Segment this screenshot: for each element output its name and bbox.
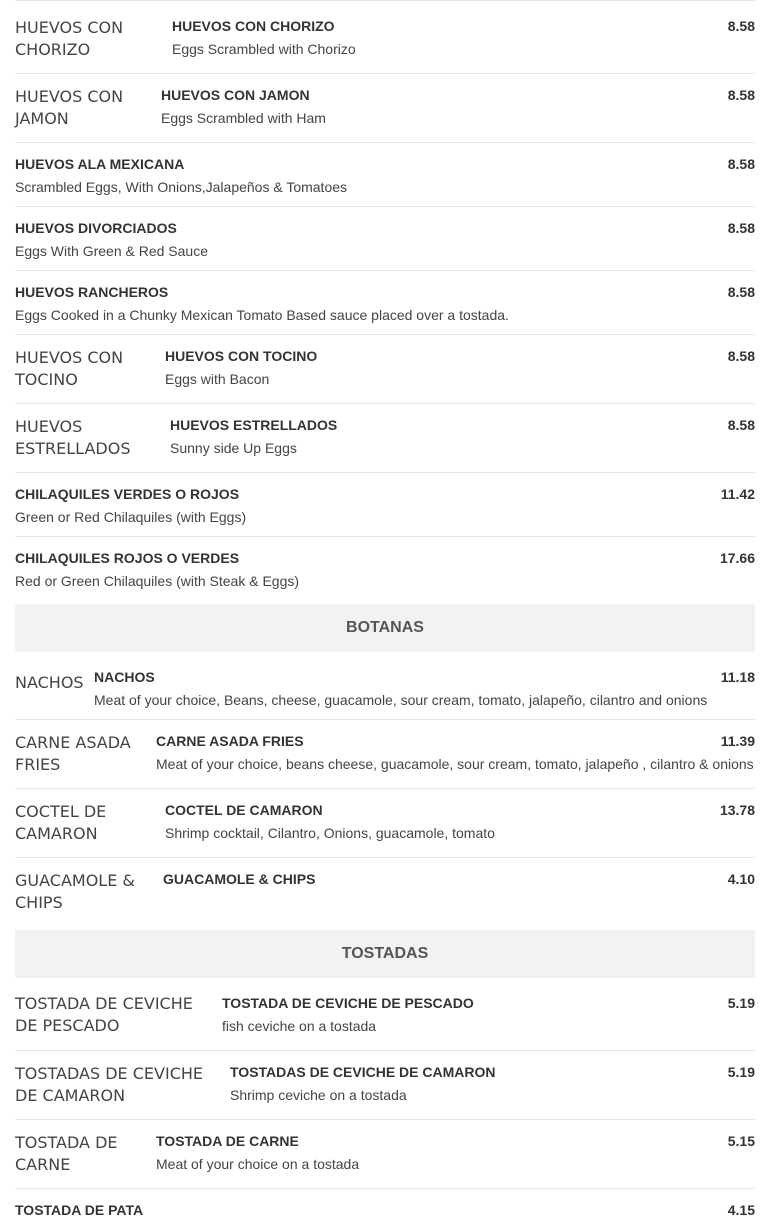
menu-item[interactable] <box>15 1119 755 1188</box>
item-image[interactable] <box>15 1132 155 1176</box>
image-alt-text: HUEVOS CON <box>15 348 124 367</box>
section-header-botanas: BOTANAS <box>15 604 755 652</box>
menu-item[interactable] <box>15 982 755 1050</box>
item-description: Scrambled Eggs, With Onions,Jalapeños & Tomatoes <box>15 179 348 195</box>
item-name[interactable]: TOSTADA DE CEVICHE DE PESCADO <box>222 995 474 1011</box>
image-alt-text: JAMON <box>15 109 69 128</box>
item-image[interactable] <box>15 1063 227 1107</box>
image-alt-text: HUEVOS CON <box>15 87 124 106</box>
menu-item[interactable] <box>15 403 755 472</box>
item-image[interactable] <box>15 17 165 61</box>
item-description: fish ceviche on a tostada <box>222 1018 377 1034</box>
menu-item[interactable] <box>15 206 755 270</box>
menu-item[interactable] <box>15 857 755 926</box>
image-alt-text: ESTRELLADOS <box>15 439 131 458</box>
item-price: 8.58 <box>727 348 755 364</box>
item-price: 5.19 <box>727 995 755 1011</box>
menu-item[interactable] <box>15 788 755 857</box>
item-image[interactable] <box>15 801 160 845</box>
image-alt-text: CHIPS <box>15 893 63 912</box>
item-image[interactable] <box>15 347 160 391</box>
item-price: 11.39 <box>720 733 755 749</box>
item-price: 11.18 <box>720 669 755 685</box>
image-alt-text: TOSTADAS DE CEVICHE <box>15 1064 203 1083</box>
item-name[interactable]: HUEVOS RANCHEROS <box>15 284 169 300</box>
item-description: Eggs Cooked in a Chunky Mexican Tomato Based sauce placed over a tostada. <box>15 307 509 323</box>
item-description: Shrimp cocktail, Cilantro, Onions, guacamole, tomato <box>165 825 495 841</box>
menu-item[interactable] <box>15 719 755 788</box>
image-alt-text: DE PESCADO <box>15 1016 120 1035</box>
item-name[interactable]: TOSTADAS DE CEVICHE DE CAMARON <box>230 1064 496 1080</box>
image-alt-text: GUACAMOLE & <box>15 871 135 890</box>
item-description: Eggs with Bacon <box>165 371 270 387</box>
item-description: Red or Green Chilaquiles (with Steak & Eggs) <box>15 573 300 589</box>
item-price: 8.58 <box>727 220 755 236</box>
item-description: Meat of your choice on a tostada <box>156 1156 360 1172</box>
item-name[interactable]: COCTEL DE CAMARON <box>165 802 323 818</box>
item-price: 8.58 <box>727 284 755 300</box>
item-name[interactable]: CHILAQUILES VERDES O ROJOS <box>15 486 240 502</box>
item-price: 8.58 <box>727 156 755 172</box>
item-image[interactable] <box>15 86 160 130</box>
item-description: Eggs Scrambled with Ham <box>161 110 326 126</box>
item-name[interactable]: TOSTADA DE PATA <box>15 1202 144 1218</box>
item-name[interactable]: HUEVOS ALA MEXICANA <box>15 156 185 172</box>
image-alt-text: CARNE <box>15 1155 71 1174</box>
item-image[interactable] <box>15 870 160 914</box>
item-price: 4.10 <box>727 871 755 887</box>
item-price: 8.58 <box>727 87 755 103</box>
item-image[interactable] <box>15 416 165 460</box>
item-description: Meat of your choice, beans cheese, guacamole, sour cream, tomato, jalapeño , cilantro & onions <box>156 756 754 772</box>
image-alt-text: NACHOS <box>15 673 84 692</box>
image-alt-text: FRIES <box>15 755 61 774</box>
image-alt-text: COCTEL DE <box>15 802 107 821</box>
image-alt-text: CHORIZO <box>15 40 91 59</box>
item-name[interactable]: TOSTADA DE CARNE <box>156 1133 299 1149</box>
item-price: 13.78 <box>719 802 755 818</box>
item-price: 11.42 <box>720 486 755 502</box>
menu-item[interactable] <box>15 270 755 334</box>
image-alt-text: TOSTADA DE CEVICHE <box>15 994 193 1013</box>
image-alt-text: CAMARON <box>15 824 98 843</box>
menu-item[interactable] <box>15 334 755 403</box>
menu-item[interactable] <box>15 472 755 536</box>
item-description: Green or Red Chilaquiles (with Eggs) <box>15 509 247 525</box>
image-alt-text: TOCINO <box>15 370 78 389</box>
item-name[interactable]: NACHOS <box>94 669 155 685</box>
item-description: Eggs With Green & Red Sauce <box>15 243 208 259</box>
menu-item[interactable] <box>15 73 755 142</box>
menu-item[interactable] <box>15 656 755 719</box>
image-alt-text: DE CAMARON <box>15 1086 126 1105</box>
item-price: 8.58 <box>727 417 755 433</box>
image-alt-text: TOSTADA DE <box>15 1133 118 1152</box>
item-name[interactable]: HUEVOS CON CHORIZO <box>172 18 335 34</box>
item-description: Shrimp ceviche on a tostada <box>230 1087 407 1103</box>
section-header-tostadas: TOSTADAS <box>15 930 755 978</box>
image-alt-text: HUEVOS <box>15 417 83 436</box>
menu-item[interactable] <box>15 142 755 206</box>
item-price: 5.19 <box>727 1064 755 1080</box>
item-description: Meat of your choice, Beans, cheese, guacamole, sour cream, tomato, jalapeño, cilantro and onions <box>94 692 708 708</box>
item-name[interactable]: HUEVOS CON JAMON <box>161 87 310 103</box>
item-name[interactable]: CARNE ASADA FRIES <box>156 733 304 749</box>
item-price: 4.15 <box>727 1202 755 1218</box>
image-alt-text: CARNE ASADA <box>15 733 131 752</box>
item-price: 5.15 <box>727 1133 755 1149</box>
menu-item[interactable] <box>15 536 755 600</box>
item-name[interactable]: GUACAMOLE & CHIPS <box>163 871 316 887</box>
image-alt-text: HUEVOS CON <box>15 18 124 37</box>
item-name[interactable]: HUEVOS ESTRELLADOS <box>170 417 338 433</box>
item-price: 17.66 <box>719 550 755 566</box>
item-description: Eggs Scrambled with Chorizo <box>172 41 356 57</box>
item-image[interactable] <box>15 666 90 694</box>
item-name[interactable]: CHILAQUILES ROJOS O VERDES <box>15 550 240 566</box>
menu-item[interactable] <box>15 0 755 73</box>
menu-item[interactable] <box>15 1188 755 1227</box>
menu-item[interactable] <box>15 1050 755 1119</box>
item-description: Sunny side Up Eggs <box>170 440 297 456</box>
item-price: 8.58 <box>727 18 755 34</box>
item-image[interactable] <box>15 993 215 1037</box>
item-name[interactable]: HUEVOS DIVORCIADOS <box>15 220 177 236</box>
item-image[interactable] <box>15 732 155 776</box>
item-name[interactable]: HUEVOS CON TOCINO <box>165 348 318 364</box>
